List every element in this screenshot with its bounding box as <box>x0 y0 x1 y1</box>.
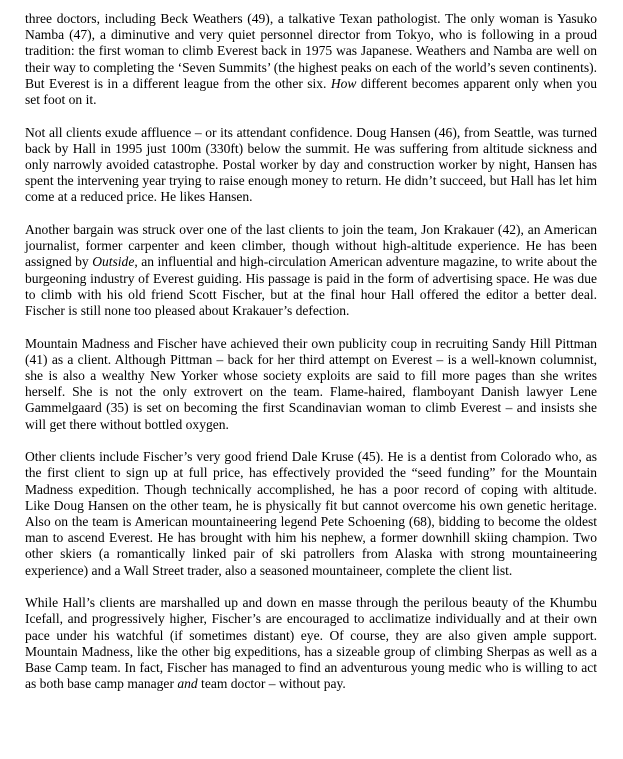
paragraph-5-text: Other clients include Fischer’s very good friend Dale Kruse (45). He is a dentist from Colorado who, as the first client to sign up at full price, has effectively provided the “seed funding” for the Mountain Madness expedition. Though technically accomplished, he has a poor record of coping with altitude. Like Doug Hansen on the other team, he is physically fit but cannot overcome his own genetic heritage. Also on the team is American mountaineering legend Pete Schoening (68), bidding to become the oldest man to ascend Everest. He has brought with him his nephew, a former downhill skiing champion. Two other skiers (a romantically linked pair of ski patrollers from Alaska with strong mountaineering experience) and a Wall Street trader, also a seasoned mountaineer, complete the client list. <box>25 449 597 578</box>
paragraph-1-text-a: three doctors, including Beck Weathers (49), a talkative Texan pathologist. The only woman is Yasuko Namba (47), a diminutive and very quiet personnel director from Tokyo, who is following in a proud tradition: the first woman to climb Everest back in 1975 was Japanese. Weathers and Namba are well on their way to completing the ‘Seven Summits’ (the highest peaks on each of the world’s seven continents). But Everest is in a different league from the other six. <box>25 11 597 91</box>
paragraph-6-emphasis: and <box>177 676 198 692</box>
paragraph-3 <box>25 222 597 319</box>
paragraph-3-text-b: , an influential and high-circulation American adventure magazine, to write about the burgeoning industry of Everest guiding. His passage is paid in the form of advertising space. He was due to climb with his old friend Scott Fischer, but at the final hour Hall offered the editor a better deal. Fischer is still none too pleased about Krakauer’s defection. <box>25 254 597 319</box>
paragraph-3-text-a: Another bargain was struck over one of the last clients to join the team, Jon Krakauer (42), an American journalist, former carpenter and keen climber, though without high-altitude experience. He has been assigned by <box>25 222 597 270</box>
paragraph-1-text-b: different becomes apparent only when you set foot on it. <box>25 75 598 108</box>
paragraph-1-emphasis: How <box>330 75 357 91</box>
paragraph-2-text: Not all clients exude affluence – or its attendant confidence. Doug Hansen (46), from Seattle, was turned back by Hall in 1995 just 100m (330ft) below the summit. He was suffering from altitude sickness and only narrowly avoided catastrophe. Postal worker by day and construction worker by night, Hansen has spent the intervening year trying to raise enough money to return. He didn’t succeed, but Hall has let him come at a reduced price. He likes Hansen. <box>25 124 597 205</box>
paragraph-4-text: Mountain Madness and Fischer have achieved their own publicity coup in recruiting Sandy Hill Pittman (41) as a client. Although Pittman – back for her third attempt on Everest – is a well-known columnist, she is also a wealthy New Yorker whose society exploits are said to fill more pages than she writes herself. She is not the only extrovert on the team. Flame-haired, flamboyant Danish lawyer Lene Gammelgaard (35) is set on becoming the first Scandinavian woman to climb Everest – and insists she will get there without bottled oxygen. <box>25 335 597 432</box>
paragraph-3-emphasis: Outside <box>92 254 135 270</box>
paragraph-6-text-a: While Hall’s clients are marshalled up and down en masse through the perilous beauty of the Khumbu Icefall, and progressively higher, Fischer’s are encouraged to acclimatize individually and at their own pace under his watchful (if sometimes distant) eye. Of course, they are also given ample support. Mountain Madness, like the other big expeditions, has a sizeable group of climbing Sherpas as well as a Base Camp team. In fact, Fischer has managed to find an adventurous young medic who is willing to act as both base camp manager <box>25 595 597 692</box>
paragraph-2 <box>25 125 597 206</box>
paragraph-6 <box>25 595 597 692</box>
paragraph-1 <box>25 11 597 108</box>
paragraph-5 <box>25 449 597 579</box>
paragraph-4 <box>25 336 597 433</box>
paragraph-6-text-b: team doctor – without pay. <box>197 676 346 692</box>
